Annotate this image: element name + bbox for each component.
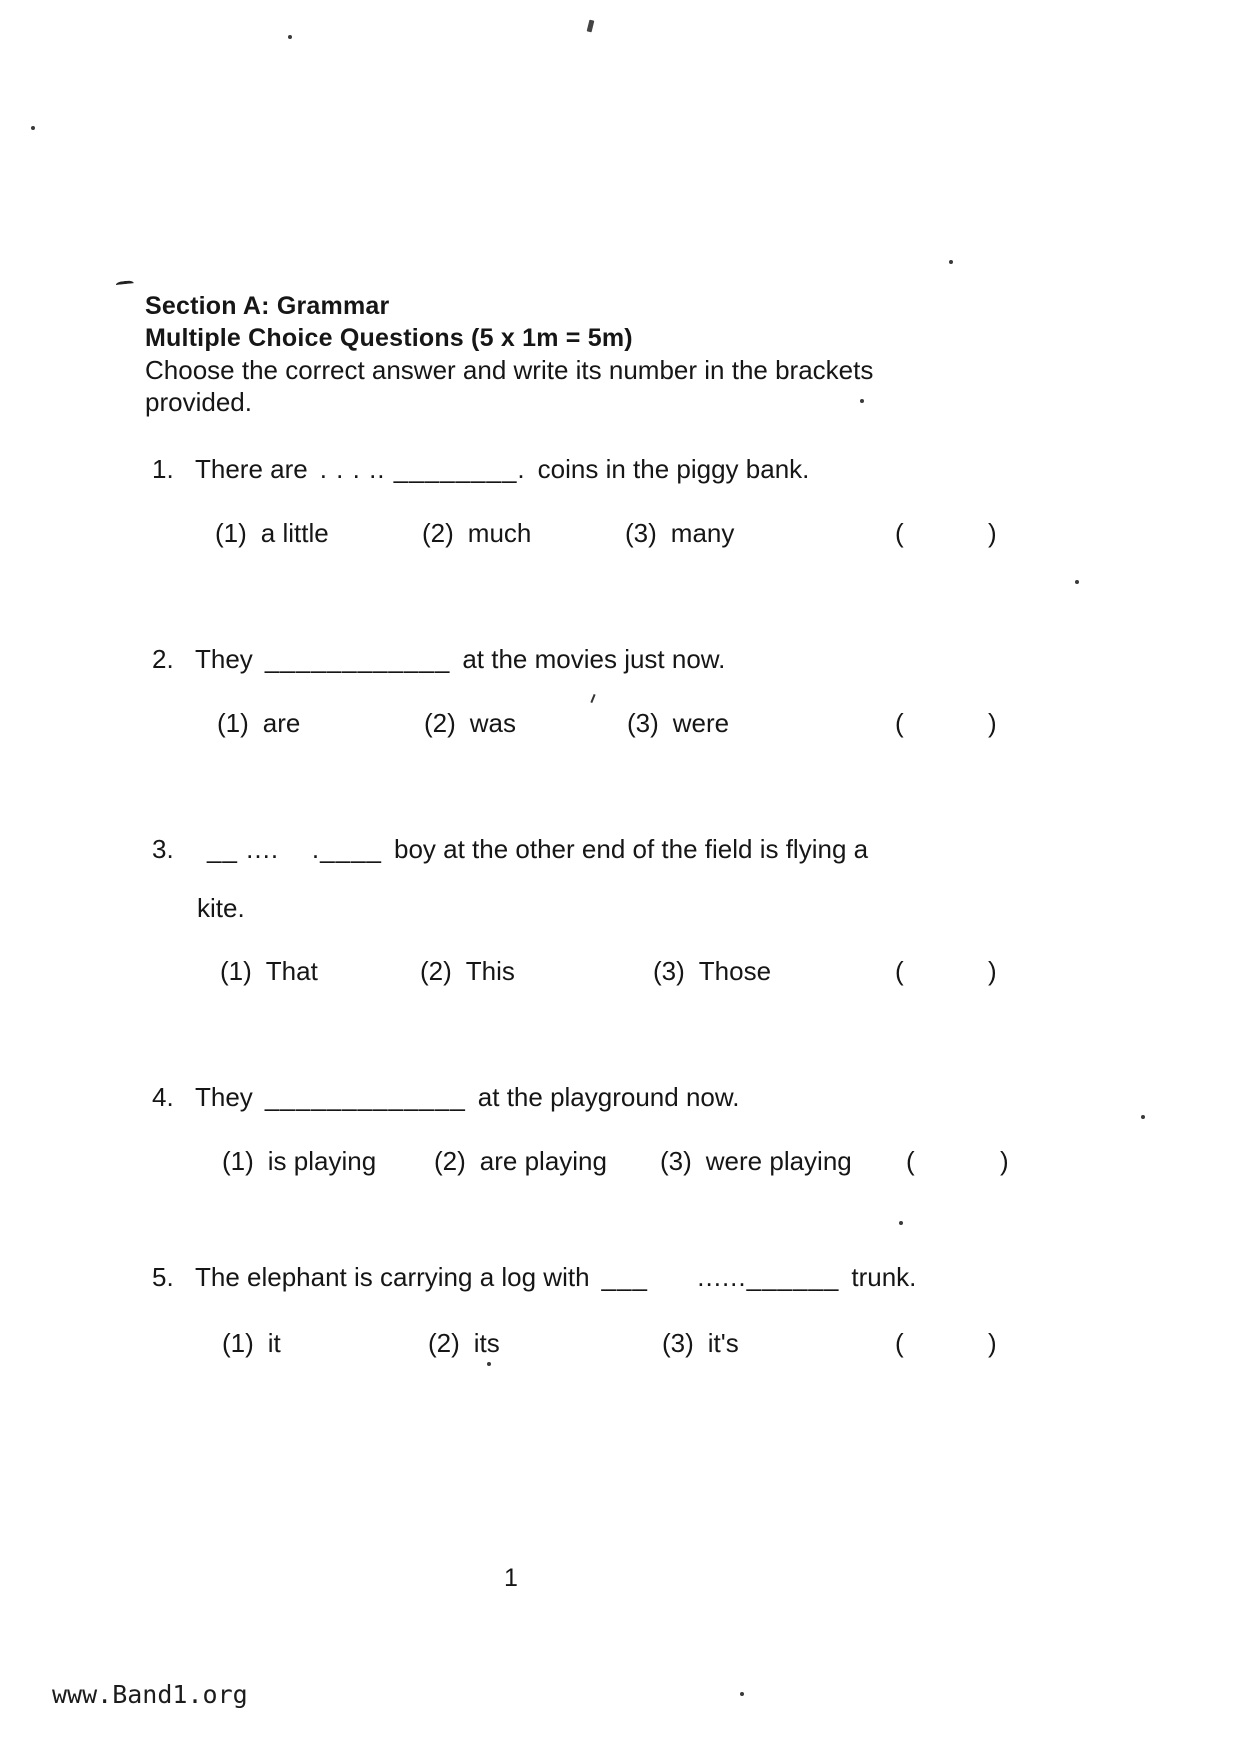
instruction-line-1: Choose the correct answer and write its number in the brackets	[145, 355, 874, 385]
question-number: 2.	[152, 644, 174, 674]
option-2: (2) was	[424, 708, 517, 738]
scan-speck	[590, 694, 595, 703]
scan-speck	[740, 1692, 744, 1696]
scan-speck	[1075, 580, 1079, 584]
scan-speck	[899, 1221, 903, 1225]
option-1: (1) That	[220, 956, 318, 986]
question-text-post: trunk.	[851, 1262, 917, 1292]
section-title: Section A: Grammar	[145, 292, 390, 320]
option-3: (3) were	[627, 708, 730, 738]
scan-speck	[1141, 1115, 1145, 1119]
answer-bracket-open: (	[895, 518, 904, 548]
answer-bracket-open: (	[895, 956, 904, 986]
option-3: (3) many	[625, 518, 735, 548]
question-text-post: coins in the piggy bank.	[537, 454, 810, 484]
question-text-line2: kite.	[197, 893, 245, 923]
option-1: (1) a little	[215, 518, 329, 548]
answer-bracket-open: (	[906, 1146, 915, 1176]
scan-speck	[487, 1362, 491, 1366]
option-3: (3) it's	[662, 1328, 739, 1358]
answer-bracket-close: )	[988, 1328, 997, 1358]
answer-blank: _____________	[264, 1082, 466, 1112]
option-1: (1) is playing	[222, 1146, 377, 1176]
answer-bracket-close: )	[1000, 1146, 1009, 1176]
question-text-pre: They	[195, 1082, 253, 1112]
question-number: 1.	[152, 454, 174, 484]
answer-blank: . . . .. ________.	[319, 454, 526, 484]
option-1: (1) it	[222, 1328, 281, 1358]
question-text-post: at the movies just now.	[462, 644, 726, 674]
page-number: 1	[504, 1564, 518, 1592]
option-3: (3) were playing	[660, 1146, 852, 1176]
option-2: (2) are playing	[434, 1146, 607, 1176]
question-text-pre: They	[195, 644, 253, 674]
section-header	[145, 290, 873, 418]
section-subtitle: Multiple Choice Questions (5 x 1m = 5m)	[145, 324, 633, 352]
scan-speck	[288, 35, 292, 39]
answer-blank: ____________	[264, 644, 451, 674]
question-number: 4.	[152, 1082, 174, 1112]
question-text-post: at the playground now.	[477, 1082, 740, 1112]
question-number: 3.	[152, 834, 174, 864]
answer-bracket-open: (	[895, 708, 904, 738]
scan-speck	[949, 260, 953, 264]
option-1: (1) are	[217, 708, 301, 738]
answer-bracket-close: )	[988, 708, 997, 738]
answer-bracket-close: )	[988, 956, 997, 986]
option-2: (2) This	[420, 956, 515, 986]
scan-squiggle	[116, 280, 135, 290]
instruction-line-2: provided.	[145, 387, 252, 417]
scan-speck	[31, 126, 35, 130]
answer-blank: ___ ......______	[601, 1262, 840, 1292]
option-3: (3) Those	[653, 956, 772, 986]
option-2: (2) its	[428, 1328, 500, 1358]
answer-blank: __ .... .____	[207, 834, 382, 864]
answer-bracket-open: (	[895, 1328, 904, 1358]
question-text-pre: There are	[195, 454, 308, 484]
footer-url: www.Band1.org	[52, 1680, 248, 1709]
question-text-post: boy at the other end of the field is flying a	[394, 834, 869, 864]
question-number: 5.	[152, 1262, 174, 1292]
answer-bracket-close: )	[988, 518, 997, 548]
scan-speck	[587, 20, 595, 33]
question-text-pre: The elephant is carrying a log with	[195, 1262, 590, 1292]
option-2: (2) much	[422, 518, 532, 548]
